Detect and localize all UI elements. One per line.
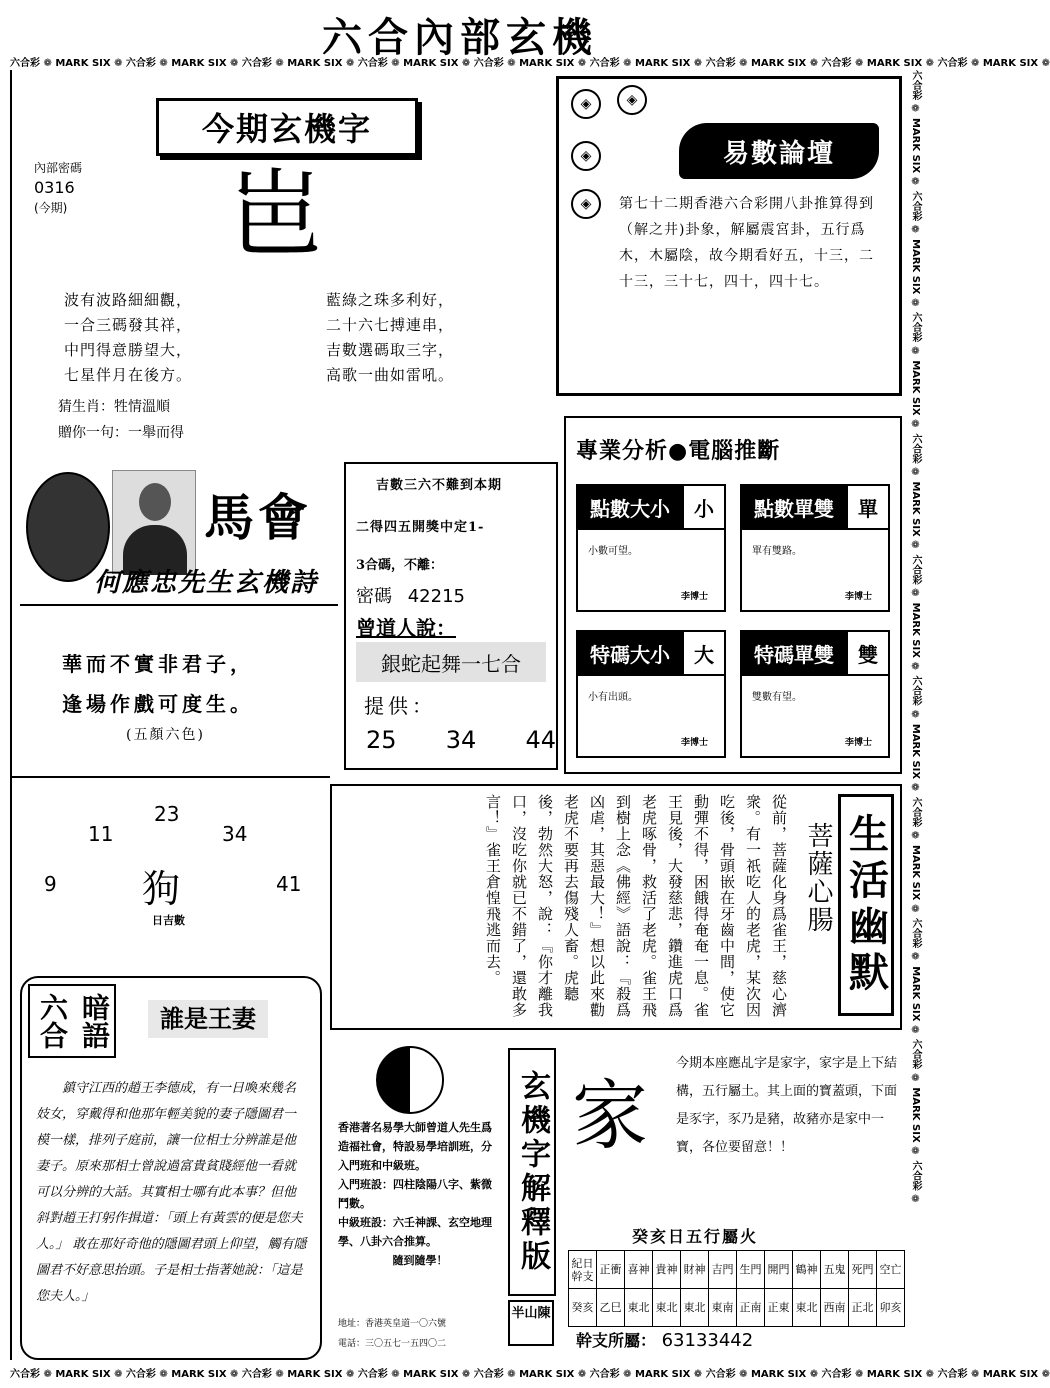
- cell-head: [742, 632, 888, 676]
- calendar-title: 癸亥日五行屬火: [632, 1227, 759, 1246]
- calendar-header: 正衝: [597, 1251, 625, 1289]
- provide-numbers: [366, 726, 556, 754]
- calendar-table-wrap: [568, 1250, 905, 1327]
- internal-code-note: [34, 158, 184, 218]
- cell-head: [742, 486, 888, 530]
- portrait-photo: [112, 470, 196, 574]
- cell-sign: 李博士: [680, 738, 708, 748]
- cell-label: 點數單雙: [742, 486, 846, 528]
- yinyang-icon: [376, 1046, 444, 1114]
- lucky-numbers-panel: [30, 796, 320, 936]
- horse-subtitle: 何應忠先生玄機詩: [94, 568, 319, 598]
- riddle-text: 鎮守江西的趙王李德成，有一日喚來幾名妓女，穿戴得和他那年輕美貌的妻子隱圖君一模一樣，排列子庭前，讓一位相士分辨誰是他妻子。原來那相士曾說過富貴貧賤經他一看就可以分辨的大話。其實相士哪有此本事？但他斜對趙王打躬作揖道：「頭上有黃雲的便是您夫人。」 敢在那好奇他的隱圖君頭上仰望，觸有隱圖君不好意思抬頭。子是相士指著她說：「這是您夫人。」: [36, 1081, 307, 1304]
- calendar-header: 生門: [737, 1251, 765, 1289]
- cell-value: 單: [846, 486, 888, 528]
- poem-right-line: 吉數選碼取三字，: [326, 341, 455, 359]
- cell-note: 小數可望。: [588, 546, 638, 557]
- master-tel: 電話：三〇五七一五四〇二: [338, 1339, 447, 1349]
- calendar-cell: 東北: [653, 1289, 681, 1327]
- calendar-header: 開門: [765, 1251, 793, 1289]
- portrait-head: [139, 483, 171, 521]
- page-title: 六合內部玄機: [322, 15, 598, 61]
- divider: [10, 70, 12, 1360]
- analysis-cell-special-size: [576, 630, 726, 758]
- cell-head: [578, 632, 724, 676]
- cell-note: 小有出頭。: [588, 692, 638, 703]
- analysis-box: [564, 416, 902, 774]
- humor-title-box: [838, 794, 894, 1016]
- analysis-cell-special-parity: [740, 630, 890, 758]
- poem-left-line: 七星伴月在後方。: [64, 366, 193, 384]
- calendar-cell: 正北: [849, 1289, 877, 1327]
- gift-phrase: 贈你一句：一舉而得: [58, 425, 184, 441]
- riddle-tag-right: 六合: [36, 993, 69, 1049]
- cell-note: 雙數有望。: [752, 692, 802, 703]
- yishu-title-banner: [679, 123, 879, 179]
- lucky-number: 23: [154, 802, 180, 826]
- master-contact: [338, 1314, 514, 1354]
- cell-value: 雙: [846, 632, 888, 674]
- humor-title: 生活幽默: [842, 813, 890, 997]
- analysis-cell-point-size: [576, 484, 726, 612]
- poem-left-line: 一合三碼發其祥，: [64, 316, 193, 334]
- cell-note: 單有雙路。: [752, 546, 802, 557]
- lucky-number: 9: [44, 872, 57, 896]
- cell-label: 點數大小: [578, 486, 682, 528]
- interpret-title: 玄機字解釋版: [515, 1070, 550, 1274]
- horse-rule: [20, 604, 338, 606]
- poem-left: [64, 288, 304, 388]
- horse-poem-line: 華而不實非君子，: [62, 652, 254, 676]
- calendar-cell: 乙巳: [597, 1289, 625, 1327]
- coin-icon: ◈: [571, 141, 601, 171]
- phone-number: 63133442: [661, 1330, 754, 1351]
- horse-answer: (五顏六色): [126, 727, 205, 743]
- calendar-cell: 癸亥: [569, 1289, 597, 1327]
- lucky-number: 34: [222, 822, 248, 846]
- coin-chain: [567, 85, 607, 285]
- lucky-animal: 狗: [142, 867, 181, 911]
- cell-head: [578, 486, 724, 530]
- calendar-header: 五鬼: [821, 1251, 849, 1289]
- humor-box: [330, 784, 902, 1030]
- poem-right-line: 二十六七搏連串，: [326, 316, 455, 334]
- yishu-text: 第七十二期香港六合彩開八卦推算得到（解之井)卦象，解屬震宮卦，五行爲木，木屬陰，故今期看好五，十三，二十三，三十七，四十，四十七。: [619, 196, 874, 290]
- calendar-cell: 東北: [681, 1289, 709, 1327]
- guess-zodiac: 猜生肖：牲情溫順: [58, 399, 170, 415]
- divider: [10, 776, 330, 778]
- calendar-header: 紀日 幹支: [569, 1251, 597, 1289]
- taoist-label: 曾道人說：: [356, 616, 456, 640]
- lucky-number: 41: [276, 872, 302, 896]
- middle-tips-box: [344, 462, 558, 770]
- calendar-header: 空亡: [877, 1251, 905, 1289]
- analysis-cell-point-parity: [740, 484, 890, 612]
- code-row: [356, 582, 465, 608]
- phone-label: 幹支所屬：: [576, 1331, 657, 1350]
- cell-value: 大: [682, 632, 724, 674]
- cell-sign: 李博士: [844, 738, 872, 748]
- poem-right-line: 高歌一曲如雷吼。: [326, 366, 455, 384]
- yishu-forum-box: [556, 76, 902, 396]
- mystery-char-banner-text: 今期玄機字: [201, 110, 372, 148]
- calendar-cell: 正南: [737, 1289, 765, 1327]
- top-brand-strip: 六合彩 ❁ MARK SIX ❁ 六合彩 ❁ MARK SIX ❁ 六合彩 ❁ MARK SIX ❁ 六合彩 ❁ MARK SIX ❁ 六合彩 ❁ MARK SIX ❁ 六合彩 ❁ MARK SIX ❁ 六合彩 ❁ MARK SIX ❁ 六合彩 ❁ MARK SIX ❁ 六合彩 ❁ MARK SIX ❁: [10, 58, 1050, 69]
- note-code: 0316: [34, 178, 75, 197]
- interpret-title-box: [508, 1048, 556, 1296]
- master-ad: [338, 1118, 502, 1270]
- poem-right-line: 藍綠之珠多利好，: [326, 291, 455, 309]
- provide-label: 提供：: [364, 694, 436, 718]
- calendar-cell: 東南: [709, 1289, 737, 1327]
- right-brand-strip: 六合彩 ❁ MARK SIX ❁ 六合彩 ❁ MARK SIX ❁ 六合彩 ❁ MARK SIX ❁ 六合彩 ❁ MARK SIX ❁ 六合彩 ❁ MARK SIX ❁ 六合彩 ❁ MARK SIX ❁ 六合彩 ❁ MARK SIX ❁ 六合彩 ❁ MARK SIX ❁ 六合彩 ❁ MARK SIX ❁ 六合彩 ❁: [910, 70, 921, 1206]
- calendar-phone: [576, 1328, 753, 1351]
- cell-value: 小: [682, 486, 724, 528]
- calendar-cell: 正東: [765, 1289, 793, 1327]
- seal-stamp: [508, 1300, 554, 1346]
- provided-number: 34: [445, 726, 477, 754]
- tips-line-1: 吉數三六不難到本期: [376, 478, 503, 493]
- calendar-table: [568, 1250, 905, 1327]
- analysis-title: 專業分析●電腦推斷: [576, 439, 781, 464]
- riddle-box: [20, 976, 322, 1360]
- calendar-header-row: [569, 1251, 905, 1289]
- bottom-brand-strip: 六合彩 ❁ MARK SIX ❁ 六合彩 ❁ MARK SIX ❁ 六合彩 ❁ MARK SIX ❁ 六合彩 ❁ MARK SIX ❁ 六合彩 ❁ MARK SIX ❁ 六合彩 ❁ MARK SIX ❁ 六合彩 ❁ MARK SIX ❁ 六合彩 ❁ MARK SIX ❁ 六合彩 ❁ MARK SIX ❁: [10, 1369, 1050, 1380]
- code-value: 42215: [407, 586, 465, 607]
- master-text-4: 隨到隨學！: [392, 1254, 448, 1267]
- tips-line-2: 二得四五開獎中定1-: [356, 520, 485, 535]
- cell-sign: 李博士: [680, 592, 708, 602]
- interpret-char: 家: [572, 1071, 648, 1160]
- note-line-3: (今期): [34, 201, 68, 215]
- riddle-tag: [28, 984, 116, 1058]
- note-line-1: 內部密碼: [34, 161, 83, 175]
- cell-sign: 李博士: [844, 592, 872, 602]
- interpret-text: 今期本座應乩字是家字，家字是上下結構，五行屬土。其上面的寶蓋頭，下面是豕字，豕乃是豬，故豬亦是家中一寶，各位要留意！！: [676, 1056, 898, 1155]
- taoist-saying-box: [356, 642, 546, 682]
- horse-title: 馬會: [204, 489, 312, 547]
- calendar-header: 吉門: [709, 1251, 737, 1289]
- calendar-header: 喜神: [625, 1251, 653, 1289]
- taoist-saying: 銀蛇起舞一七合: [381, 651, 521, 676]
- cell-label: 特碼單雙: [742, 632, 846, 674]
- coin-icon: ◈: [617, 85, 647, 115]
- riddle-tag-left: 暗語: [78, 993, 111, 1049]
- tips-line-3: 3合碼，不離：: [356, 558, 444, 573]
- lucky-number: 11: [88, 822, 114, 846]
- lucky-caption: 日吉數: [152, 914, 185, 927]
- coin-icon: ◈: [571, 89, 601, 119]
- calendar-header: 貴神: [653, 1251, 681, 1289]
- horse-poem-line: 逢場作戲可度生。: [62, 692, 254, 716]
- poem-left-line: 中門得意勝望大，: [64, 341, 193, 359]
- poem-right: [326, 288, 556, 388]
- mystery-character: 岜: [227, 159, 323, 271]
- calendar-value-row: [569, 1289, 905, 1327]
- calendar-cell: 西南: [821, 1289, 849, 1327]
- master-text-3: 中級班設：六壬神課、玄空地理學、八卦六合推算。: [338, 1216, 492, 1248]
- calendar-header: 財神: [681, 1251, 709, 1289]
- calendar-cell: 卯亥: [877, 1289, 905, 1327]
- seal-text: 半山陳: [511, 1306, 551, 1321]
- humor-story-title: 菩薩心腸: [803, 822, 833, 934]
- poem-left-line: 波有波路細細觀，: [64, 291, 193, 309]
- calendar-header: 鶴神: [793, 1251, 821, 1289]
- provided-number: 44: [525, 726, 556, 754]
- calendar-cell: 東北: [793, 1289, 821, 1327]
- cell-label: 特碼大小: [578, 632, 682, 674]
- mystery-char-banner: [156, 98, 418, 156]
- provided-number: 25: [366, 726, 397, 754]
- coin-icon: ◈: [571, 189, 601, 219]
- calendar-cell: 東北: [625, 1289, 653, 1327]
- horse-poem: [62, 644, 332, 724]
- humor-story: 從前，菩薩化身爲雀王，慈心濟衆。有一祇吃人的老虎，某次因吃後，骨頭嵌在牙齒中間，使它動彈不得，困餓得奄奄一息。雀王見後，大發慈悲，鑽進虎口爲老虎啄骨，救活了老虎。雀王飛到樹上念《佛經》語說：『殺爲凶虐，其惡最大！』想以此來勸老虎不要再去傷殘人畜。虎聽後，勃然大怒，說：『你才離我口，沒吃你就已不錯了，還敢多言！』雀王倉惶飛逃而去。: [484, 794, 788, 1018]
- yishu-title: 易數論壇: [722, 138, 835, 169]
- master-text-2: 入門班設：四柱陰陽八字、紫微鬥數。: [338, 1178, 492, 1210]
- calendar-header: 死門: [849, 1251, 877, 1289]
- code-label: 密碼: [356, 586, 392, 607]
- master-address: 地址：香港英皇道一〇六號: [338, 1319, 447, 1329]
- master-text-1: 香港著名易學大師曾道人先生爲造福社會，特設易學培訓班，分入門班和中級班。: [338, 1121, 492, 1172]
- riddle-title: 誰是王妻: [148, 1000, 268, 1038]
